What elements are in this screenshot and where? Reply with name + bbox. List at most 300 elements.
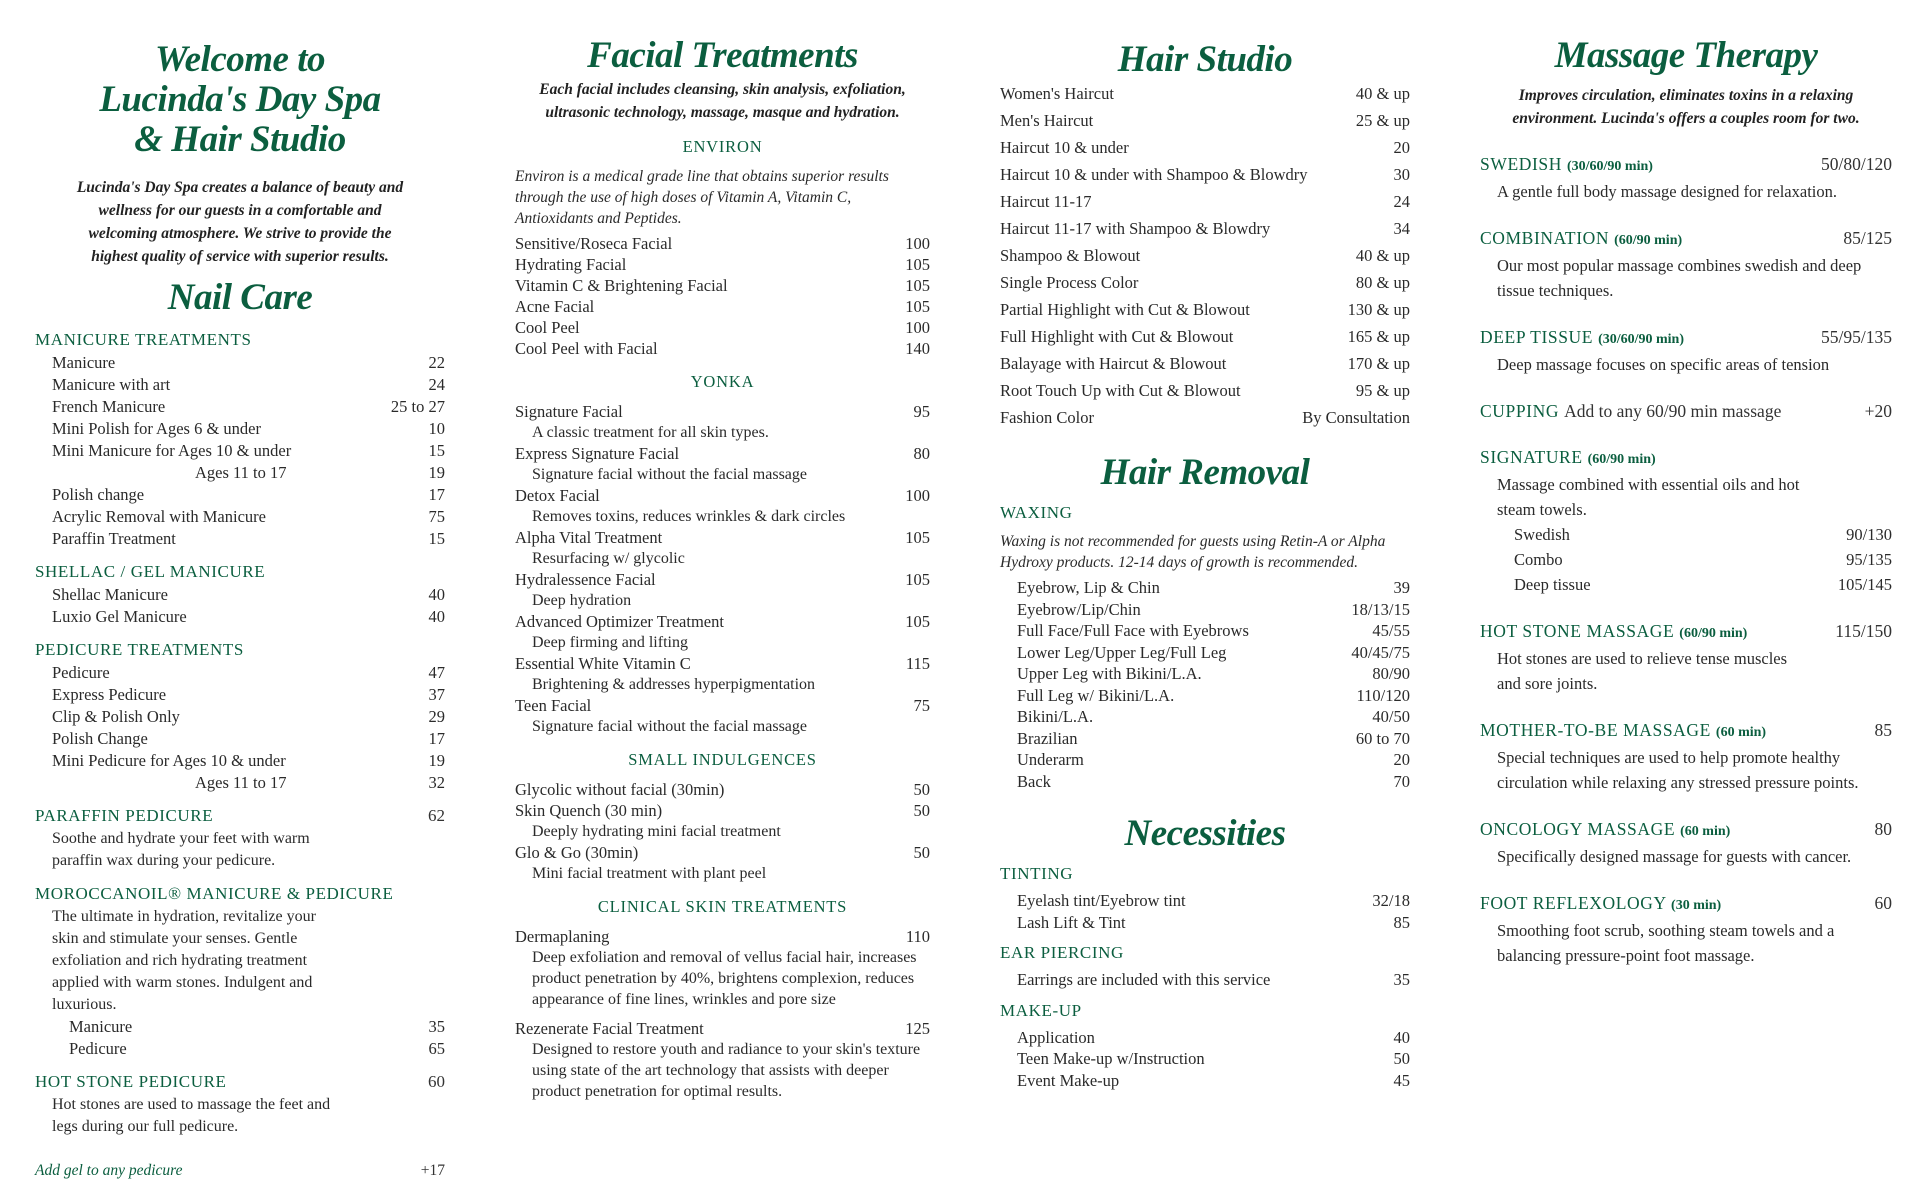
- price: 110: [905, 927, 930, 946]
- column-nail-care: [35, 40, 445, 1185]
- service-item: [35, 1016, 445, 1038]
- price: 65: [428, 1039, 445, 1058]
- service-name: Vitamin C & Brightening Facial: [515, 276, 728, 295]
- service-item: [35, 506, 445, 528]
- price: 165 & up: [1347, 327, 1410, 346]
- price: 37: [428, 685, 445, 704]
- service-name: Root Touch Up with Cut & Blowout: [1000, 381, 1241, 400]
- category-name: SIGNATURE: [1480, 447, 1583, 467]
- category-heading: [35, 560, 445, 584]
- service-name: Paraffin Treatment: [52, 529, 176, 548]
- price: 90/130: [1846, 525, 1892, 544]
- intro-line: ultrasonic technology, massage, masque and hydration.: [545, 104, 900, 121]
- price: 35: [1393, 970, 1410, 989]
- category-name: PEDICURE TREATMENTS: [35, 640, 244, 659]
- service-item: [1000, 134, 1410, 161]
- category-heading: [1480, 226, 1892, 253]
- category-label: [35, 1070, 227, 1094]
- price: 40: [1393, 1027, 1410, 1047]
- price: 60 to 70: [1355, 728, 1410, 748]
- category-name: HOT STONE MASSAGE: [1480, 621, 1675, 641]
- service-name: Full Highlight with Cut & Blowout: [1000, 327, 1234, 346]
- service-name: Haircut 11-17: [1000, 192, 1092, 211]
- price: 105/145: [1837, 575, 1892, 594]
- service-item: [1000, 912, 1410, 934]
- price: 10: [428, 419, 445, 438]
- title-line: Hair Studio: [1117, 39, 1293, 80]
- service-item: [1000, 404, 1410, 431]
- service-item: [35, 662, 445, 684]
- price: 50: [913, 801, 930, 820]
- service-name: Teen Facial: [515, 696, 592, 715]
- service-name: Mini Polish for Ages 6 & under: [52, 419, 261, 438]
- section-title: [515, 36, 930, 76]
- service-name: French Manicure: [52, 397, 166, 416]
- category-heading: [1480, 817, 1892, 844]
- price: 17: [428, 729, 445, 748]
- service-item: [35, 750, 445, 772]
- service-item: [515, 611, 930, 632]
- service-name: Manicure: [69, 1017, 133, 1036]
- service-description: Deeply hydrating mini facial treatment: [532, 823, 781, 840]
- service-name: Dermaplaning: [515, 927, 610, 946]
- service-name: Haircut 10 & under with Shampoo & Blowdry: [1000, 165, 1308, 184]
- service-name: Ages 11 to 17: [195, 463, 287, 482]
- brand-heading: SMALL INDULGENCES: [628, 750, 817, 769]
- price: 85: [1393, 912, 1410, 932]
- price: 95 & up: [1355, 381, 1410, 400]
- service-name: Acne Facial: [515, 297, 595, 316]
- note-text: Add gel to any pedicure: [35, 1162, 183, 1179]
- price: 105: [905, 528, 930, 547]
- service-name: Express Pedicure: [52, 685, 167, 704]
- intro-line: highest quality of service with superior results.: [91, 248, 389, 265]
- service-description: Hot stones are used to massage the feet and legs during our full pedicure.: [52, 1096, 331, 1135]
- price: 24: [428, 375, 445, 394]
- service-item: [515, 1018, 930, 1039]
- service-name: Teen Make-up w/Instruction: [1017, 1049, 1205, 1068]
- intro-line: wellness for our guests in a comfortable and: [98, 202, 382, 219]
- category-heading: [1480, 891, 1892, 918]
- service-name: Deep tissue: [1514, 575, 1591, 594]
- price: 40: [428, 585, 445, 604]
- service-description: Deep hydration: [532, 592, 632, 609]
- brand-heading: ENVIRON: [682, 137, 763, 156]
- category-name: SHELLAC / GEL MANICURE: [35, 562, 266, 581]
- duration: (60/90 min): [1679, 626, 1748, 641]
- price: 105: [905, 255, 930, 274]
- service-name: Fashion Color: [1000, 408, 1094, 427]
- price: 80 & up: [1355, 273, 1410, 292]
- price: +20: [1864, 401, 1892, 421]
- duration: (30/60/90 min): [1566, 159, 1653, 174]
- service-item: [1000, 685, 1410, 707]
- service-name: Application: [1017, 1027, 1095, 1047]
- price: 140: [905, 339, 930, 358]
- service-item: [35, 584, 445, 606]
- service-item: [35, 462, 445, 484]
- note-text: Environ is a medical grade line that obtains superior results through the use of high doses of Vitamin A, Vitamin C, Antioxidants and Peptides.: [515, 168, 889, 227]
- price: 40 & up: [1355, 246, 1410, 265]
- service-description: Signature facial without the facial massage: [532, 466, 808, 483]
- category-label: [35, 882, 393, 906]
- service-item: [1000, 161, 1410, 188]
- brand-heading: YONKA: [690, 372, 755, 391]
- service-name: Pedicure: [52, 663, 110, 682]
- service-item: [515, 485, 930, 506]
- price: 32: [428, 773, 445, 792]
- service-name: Express Signature Facial: [515, 444, 680, 463]
- service-item: [35, 706, 445, 728]
- service-description: Deep massage focuses on specific areas of tension: [1497, 355, 1830, 374]
- category-label: [1480, 152, 1653, 179]
- section-title: [1000, 40, 1410, 80]
- service-description: Smoothing foot scrub, soothing steam towels and a balancing pressure-point foot massage.: [1497, 921, 1835, 965]
- category-heading: [1000, 999, 1410, 1023]
- title-line: Facial Treatments: [587, 35, 858, 76]
- category-label: [1480, 399, 1781, 423]
- category-heading: [1480, 718, 1892, 745]
- category-label: [1480, 325, 1684, 352]
- category-name: MANICURE TREATMENTS: [35, 330, 252, 349]
- price: 50: [1393, 1049, 1410, 1068]
- service-name: Glo & Go (30min): [515, 843, 639, 862]
- service-description: Brightening & addresses hyperpigmentation: [532, 676, 816, 693]
- price: 24: [1393, 192, 1410, 211]
- price: 85/125: [1843, 228, 1892, 248]
- price: 105: [905, 297, 930, 316]
- price: 95: [913, 402, 930, 421]
- service-item: [1000, 350, 1410, 377]
- price: +17: [420, 1162, 445, 1179]
- category-heading: [35, 638, 445, 662]
- service-item: [515, 233, 930, 254]
- price: 130 & up: [1347, 300, 1410, 319]
- category-heading: [1000, 862, 1410, 886]
- service-name: Swedish: [1514, 525, 1570, 544]
- price: 25 & up: [1355, 111, 1410, 130]
- service-name: Shampoo & Blowout: [1000, 246, 1141, 265]
- intro-text: [1480, 84, 1892, 130]
- service-name: Earrings are included with this service: [1017, 970, 1271, 989]
- price: 60: [428, 1072, 445, 1091]
- intro-text: [35, 176, 445, 268]
- price: 34: [1393, 219, 1410, 238]
- price: 45: [1393, 1070, 1410, 1090]
- price: 70: [1393, 771, 1410, 791]
- category-label: [1000, 501, 1073, 525]
- service-item: [1000, 663, 1410, 685]
- category-label: [35, 804, 213, 828]
- intro-line: Improves circulation, eliminates toxins in a relaxing: [1518, 87, 1854, 104]
- price: 50: [913, 843, 930, 862]
- service-item: [515, 800, 930, 821]
- service-name: Upper Leg with Bikini/L.A.: [1017, 664, 1202, 683]
- service-item: [515, 296, 930, 317]
- service-name: Partial Highlight with Cut & Blowout: [1000, 300, 1250, 319]
- price: 20: [1393, 138, 1410, 157]
- category-name: MAKE-UP: [1000, 1000, 1082, 1020]
- service-name: Women's Haircut: [1000, 84, 1114, 103]
- category-name: MOTHER-TO-BE MASSAGE: [1480, 720, 1711, 740]
- price: 40: [428, 607, 445, 626]
- service-item: [1000, 771, 1410, 793]
- service-item: [1000, 969, 1410, 991]
- intro-text: [515, 78, 930, 124]
- category-heading: [1480, 325, 1892, 352]
- price: 115/150: [1835, 621, 1892, 641]
- category-name: ONCOLOGY MASSAGE: [1480, 819, 1676, 839]
- price: 19: [428, 751, 445, 770]
- service-item: [515, 779, 930, 800]
- price: 19: [428, 463, 445, 482]
- category-heading: [35, 328, 445, 352]
- service-name: Advanced Optimizer Treatment: [515, 612, 724, 631]
- service-name: Skin Quench (30 min): [515, 801, 663, 820]
- service-item: [1000, 890, 1410, 912]
- price: 35: [428, 1017, 445, 1036]
- service-item: [515, 275, 930, 296]
- column-facial-treatments: [515, 36, 930, 1102]
- price: 62: [428, 806, 445, 825]
- service-name: Full Leg w/ Bikini/L.A.: [1017, 685, 1175, 705]
- service-name: Eyebrow, Lip & Chin: [1017, 578, 1160, 597]
- price: 50/80/120: [1821, 154, 1892, 174]
- add-on-note: [35, 1160, 445, 1181]
- service-description: Signature facial without the facial massage: [532, 718, 808, 735]
- service-name: Men's Haircut: [1000, 111, 1094, 130]
- duration: (60 min): [1715, 725, 1767, 740]
- service-name: Manicure: [52, 353, 116, 372]
- service-name: Mini Pedicure for Ages 10 & under: [52, 751, 286, 770]
- price: 40/45/75: [1351, 642, 1410, 662]
- service-item: [515, 527, 930, 548]
- price: By Consultation: [1302, 408, 1410, 427]
- price: 29: [428, 707, 445, 726]
- note-text: Waxing is not recommended for guests using Retin-A or Alpha Hydroxy products. 12-14 days of growth is recommended.: [1000, 533, 1386, 571]
- price: 125: [905, 1019, 930, 1038]
- price: 80: [913, 444, 930, 463]
- service-item: [35, 396, 445, 418]
- price: 40/50: [1372, 707, 1410, 726]
- service-item: [1000, 80, 1410, 107]
- price: 17: [428, 485, 445, 504]
- category-label: [1480, 226, 1682, 253]
- category-name: DEEP TISSUE: [1480, 327, 1594, 347]
- service-description: Soothe and hydrate your feet with warm paraffin wax during your pedicure.: [52, 830, 310, 869]
- price: 85: [1874, 720, 1892, 740]
- category-label: [35, 328, 252, 352]
- service-item: [1000, 215, 1410, 242]
- title-line: Lucinda's Day Spa: [99, 79, 381, 120]
- service-name: Clip & Polish Only: [52, 707, 180, 726]
- price: 100: [905, 318, 930, 337]
- category-name: SWEDISH: [1480, 154, 1562, 174]
- service-name: Polish Change: [52, 729, 148, 748]
- price: 75: [428, 507, 445, 526]
- intro-line: environment. Lucinda's offers a couples room for two.: [1512, 110, 1860, 127]
- service-description: The ultimate in hydration, revitalize your skin and stimulate your senses. Gentle exfoliation and rich hydrating treatment applied with warm stones. Indulgent and luxurious.: [52, 908, 316, 1013]
- service-name: Single Process Color: [1000, 273, 1139, 292]
- price: 20: [1393, 750, 1410, 769]
- service-name: Full Face/Full Face with Eyebrows: [1017, 621, 1249, 640]
- price: 60: [1874, 893, 1892, 913]
- service-description: Deep exfoliation and removal of vellus facial hair, increases product penetration by 40%, brightens complexion, reduces appearance of fine lines, wrinkles and pore size: [532, 949, 917, 1008]
- category-label: [1480, 891, 1721, 918]
- service-item: [1000, 242, 1410, 269]
- category-heading: [1480, 619, 1892, 646]
- category-heading: [1480, 445, 1892, 472]
- category-name: MOROCCANOIL® MANICURE & PEDICURE: [35, 884, 394, 903]
- category-label: [1480, 718, 1766, 745]
- service-item: [1000, 599, 1410, 621]
- service-item: [515, 695, 930, 716]
- service-name: Ages 11 to 17: [195, 773, 287, 792]
- service-item: [1000, 296, 1410, 323]
- service-name: Eyebrow/Lip/Chin: [1017, 599, 1141, 619]
- service-name: Alpha Vital Treatment: [515, 528, 663, 547]
- service-name: Mini Manicure for Ages 10 & under: [52, 441, 292, 460]
- category-name: PARAFFIN PEDICURE: [35, 806, 214, 825]
- title-line: Welcome to: [154, 39, 325, 80]
- service-name: Combo: [1514, 550, 1563, 569]
- service-item: [1000, 749, 1410, 771]
- service-description: A gentle full body massage designed for relaxation.: [1497, 182, 1837, 201]
- brand-heading: CLINICAL SKIN TREATMENTS: [597, 897, 848, 916]
- category-heading: [1480, 399, 1892, 423]
- service-item: [1000, 323, 1410, 350]
- service-name: Essential White Vitamin C: [515, 654, 691, 673]
- category-name: COMBINATION: [1480, 228, 1610, 248]
- category-heading: [35, 1070, 445, 1094]
- price: 105: [905, 612, 930, 631]
- service-item: [1480, 522, 1892, 547]
- service-description: Deep firming and lifting: [532, 634, 688, 651]
- category-label: [35, 560, 265, 584]
- title-line: & Hair Studio: [134, 119, 346, 160]
- service-name: Hydrating Facial: [515, 255, 627, 274]
- title-line: Hair Removal: [1100, 452, 1310, 493]
- service-name: Glycolic without facial (30min): [515, 780, 725, 799]
- service-description: Resurfacing w/ glycolic: [532, 550, 685, 567]
- intro-line: Lucinda's Day Spa creates a balance of beauty and: [76, 179, 404, 196]
- category-name: WAXING: [1000, 503, 1073, 522]
- title-line: Necessities: [1124, 813, 1286, 854]
- service-name: Haircut 11-17 with Shampoo & Blowdry: [1000, 219, 1271, 238]
- service-item: [35, 374, 445, 396]
- service-item: [1000, 107, 1410, 134]
- service-name: Signature Facial: [515, 402, 623, 421]
- service-item: [35, 352, 445, 374]
- service-item: [1000, 620, 1410, 642]
- duration: (30/60/90 min): [1598, 332, 1685, 347]
- service-name: Lash Lift & Tint: [1017, 912, 1126, 932]
- service-item: [515, 443, 930, 464]
- service-item: [35, 684, 445, 706]
- intro-line: Each facial includes cleansing, skin analysis, exfoliation,: [539, 81, 906, 98]
- price: 18/13/15: [1351, 599, 1410, 619]
- section-title: [1000, 814, 1410, 854]
- category-note: Add to any 60/90 min massage: [1564, 401, 1782, 421]
- service-item: [35, 606, 445, 628]
- category-label: [1480, 445, 1656, 472]
- service-item: [1480, 572, 1892, 597]
- service-name: Rezenerate Facial Treatment: [515, 1019, 704, 1038]
- service-item: [1000, 642, 1410, 664]
- service-item: [35, 772, 445, 794]
- category-heading: [35, 804, 445, 828]
- price: 15: [428, 441, 445, 460]
- service-name: Detox Facial: [515, 486, 600, 505]
- service-item: [1480, 547, 1892, 572]
- duration: (60/90 min): [1614, 233, 1683, 248]
- price: 25 to 27: [390, 397, 445, 416]
- price: 47: [428, 663, 445, 682]
- section-title: [1480, 36, 1892, 76]
- price: 39: [1393, 578, 1410, 597]
- service-item: [35, 1038, 445, 1060]
- service-item: [35, 440, 445, 462]
- title-line: Massage Therapy: [1554, 35, 1818, 76]
- service-name: Acrylic Removal with Manicure: [52, 507, 266, 526]
- service-item: [515, 317, 930, 338]
- service-name: Luxio Gel Manicure: [52, 607, 187, 626]
- service-item: [515, 254, 930, 275]
- service-item: [515, 653, 930, 674]
- service-name: Shellac Manicure: [52, 585, 168, 604]
- category-heading: [1480, 152, 1892, 179]
- duration: (30 min): [1671, 898, 1722, 913]
- price: 110/120: [1356, 685, 1410, 705]
- price: 40 & up: [1355, 84, 1410, 103]
- service-item: [1000, 1027, 1410, 1049]
- category-name: FOOT REFLEXOLOGY: [1480, 893, 1667, 913]
- service-description: Special techniques are used to help promote healthy circulation while relaxing any stressed pressure points.: [1497, 748, 1859, 792]
- service-description: Our most popular massage combines swedish and deep tissue techniques.: [1497, 256, 1862, 300]
- service-name: Bikini/L.A.: [1017, 707, 1094, 726]
- service-item: [515, 338, 930, 359]
- section-title: [35, 278, 445, 318]
- service-name: Back: [1017, 771, 1051, 791]
- service-item: [515, 842, 930, 863]
- service-name: Pedicure: [69, 1039, 127, 1058]
- service-description: Removes toxins, reduces wrinkles & dark circles: [532, 508, 846, 525]
- service-name: Cool Peel: [515, 318, 580, 337]
- title-line: Nail Care: [167, 277, 313, 318]
- service-item: [515, 401, 930, 422]
- service-name: Event Make-up: [1017, 1070, 1120, 1090]
- service-item: [1000, 1048, 1410, 1070]
- service-item: [1000, 728, 1410, 750]
- price: 75: [913, 696, 930, 715]
- category-label: [35, 638, 244, 662]
- category-name: CUPPING: [1480, 401, 1560, 421]
- price: 50: [913, 780, 930, 799]
- price: 22: [428, 353, 445, 372]
- service-name: Haircut 10 & under: [1000, 138, 1129, 157]
- service-item: [1000, 706, 1410, 728]
- service-item: [35, 418, 445, 440]
- price: 105: [905, 570, 930, 589]
- category-label: [1000, 941, 1124, 965]
- service-name: Eyelash tint/Eyebrow tint: [1017, 891, 1186, 910]
- service-item: [1000, 188, 1410, 215]
- service-item: [1000, 1070, 1410, 1092]
- price: 100: [905, 234, 930, 253]
- duration: (60/90 min): [1587, 452, 1656, 467]
- price: 95/135: [1846, 550, 1892, 569]
- price: 100: [905, 486, 930, 505]
